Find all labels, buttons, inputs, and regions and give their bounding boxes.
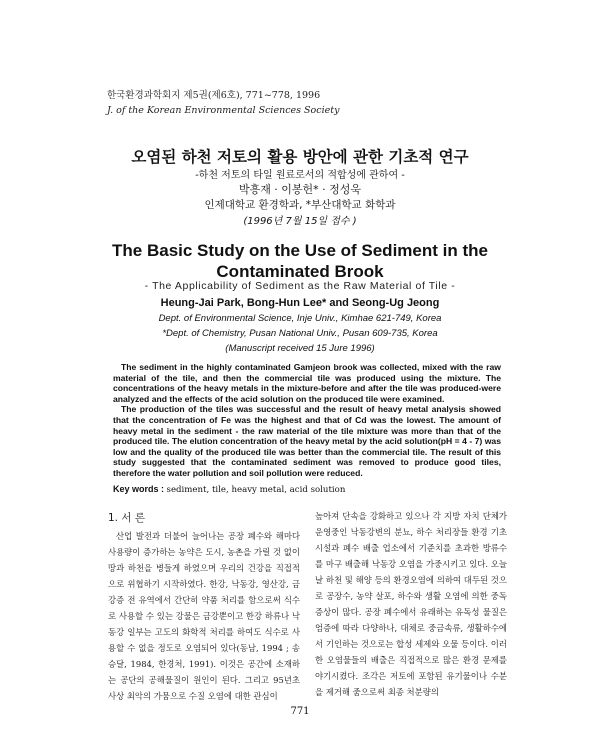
- keywords: [113, 484, 513, 495]
- body-paragraph-right: 높아져 단속을 강화하고 있으나 각 지방 자치 단체가 운영중인 낙동강변의 분뇨, 하수 처리장들 환경 기초 시설과 폐수 배출 업소에서 기준치를 초과한 방류수를 마구 배출해 낙동강 오염을 가중시키고 있다. 오늘날 하천 및 해양 등의 환경오염에 의하여 대두된 것으로 공장수, 농약 살포, 하수와 생활 오염에 의한 중독 증상이 많다. 공장 폐수에서 유래하는 유독성 물질은 엄증에 따라 다양하나, 대체로 중금속류, 생활하수에서 기인하는 것으로는 합성 세제와 오물 등이다. 이러한 오염물들의 배출은 직접적으로 많은 환경 문제를 야기시켰다. 조각은 저토에 포함된 유기물이나 수분을 제거해 줌으로써 최종 처분량의: [315, 511, 507, 697]
- korean-title: 오염된 하천 저토의 활용 방안에 관한 기초적 연구: [131, 148, 469, 166]
- korean-received-date: (1996년 7월 15일 접수 ): [243, 216, 357, 227]
- english-affiliation-1: Dept. of Environmental Science, Inje Univ., Kimhae 621-749, Korea: [158, 313, 442, 324]
- korean-affiliation: 인제대학교 환경학과, *부산대학교 화학과: [204, 199, 396, 211]
- abstract: [113, 362, 501, 479]
- english-title: [0, 240, 600, 282]
- english-title-line1: The Basic Study on the Use of Sediment in the: [112, 241, 488, 260]
- abstract-paragraph-1: The sediment in the highly contaminated Gamjeon brook was collected, mixed with the raw material of the tile, and then the commercial tile was produced using the mixture. The concentrations of the heavy metals in the mixture-before and after the tile was produced-were analyzed and the effects of the acid solution on the produced tile were examined.: [113, 362, 501, 404]
- page-number: 771: [290, 706, 310, 717]
- journal-line-korean: 한국환경과학회지 제5권(제6호), 771~778, 1996: [107, 90, 321, 101]
- english-received-date: (Manuscript received 15 Jure 1996): [225, 343, 375, 354]
- journal-line-english: J. of the Korean Environmental Sciences Society: [107, 105, 340, 116]
- section-heading-introduction: 1. 서 론: [108, 512, 145, 524]
- keywords-label: Key words :: [113, 484, 165, 494]
- abstract-paragraph-2: The production of the tiles was successful and the result of heavy metal analysis showed that the concentration of Fe was the highest and that of Cd was the lowest. The amount of heavy metal in the sediment - the raw material of the tile mixture was more than that of the produced tile. The elution concentration of the heavy metal by the acid solution(pH = 4 - 7) was low and the quality of the produced tile was better than the commercial tile. The result of this study suggested that the contaminated sediment was removed to produce good tiles, therefore the water pollution and soil pollution were reduced.: [113, 404, 501, 478]
- body-column-left: [108, 510, 300, 704]
- body-column-right: [315, 508, 507, 700]
- keywords-value: sediment, tile, heavy metal, acid solution: [166, 485, 346, 495]
- english-authors: Heung-Jai Park, Bong-Hun Lee* and Seong-Ug Jeong: [160, 297, 440, 309]
- english-title-line2: Contaminated Brook: [216, 262, 384, 281]
- english-affiliation-2: *Dept. of Chemistry, Pusan National Univ., Pusan 609-735, Korea: [162, 328, 438, 339]
- journal-header: [107, 88, 339, 118]
- korean-subtitle: -하천 저토의 타일 원료로서의 적합성에 관하여 -: [195, 170, 405, 181]
- body-paragraph-left: 산업 발전과 더불어 늘어나는 공장 폐수와 해마다 사용량이 증가하는 농약은 도시, 농촌을 가릴 것 없이 땅과 하천을 병들게 하였으며 우리의 건강을 직접적으로 위협하기 시작하였다. 한강, 낙동강, 영산강, 금강증 전 유역에서 간단히 약품 처리를 함으로써 식수로 사용할 수 있는 강물은 금강뿐이고 한강 하류나 낙동강 일부는 고도의 화학적 처리를 하여도 식수로 사용할 수 없을 정도로 오염되어 있다(동남, 1994 ; 송 승달, 1984, 한경처, 1991). 이것은 공간에 소재하는 공단의 공해물질이 원인이 된다. 그리고 95년초 사상 최악의 가뭄으로 수질 오염에 대한 관심이: [108, 531, 300, 701]
- english-subtitle: - The Applicability of Sediment as the Raw Material of Tile -: [144, 280, 456, 292]
- korean-authors: 박흥재 · 이봉헌* · 정성욱: [238, 183, 362, 196]
